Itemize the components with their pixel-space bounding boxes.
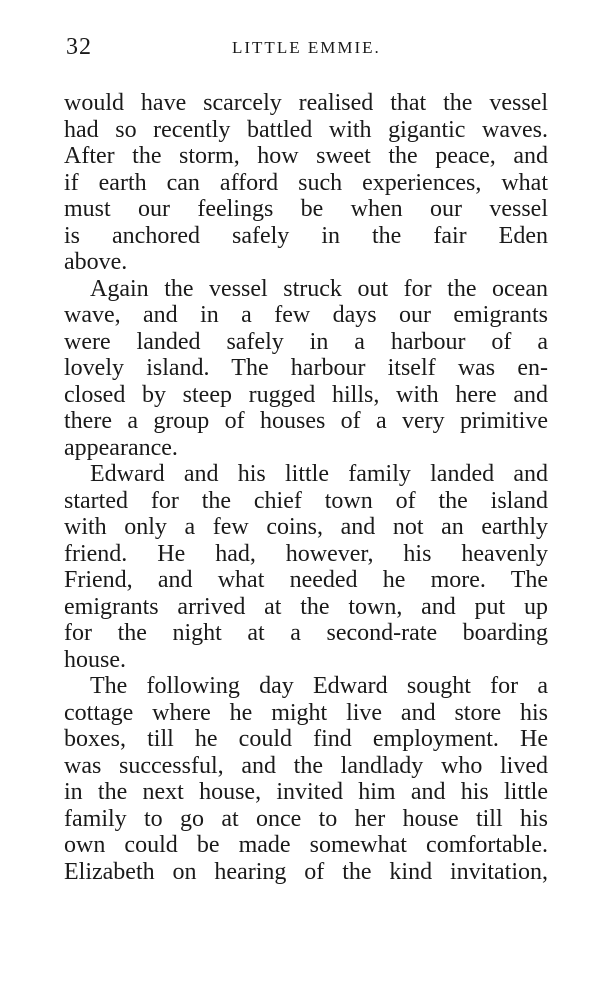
text-line: was successful, and the landlady who lived bbox=[64, 752, 548, 779]
text-line: started for the chief town of the island bbox=[64, 487, 548, 514]
text-line: Elizabeth on hearing of the kind invitation, bbox=[64, 858, 548, 885]
page-number: 32 bbox=[66, 34, 92, 60]
text-line: Friend, and what needed he more. The bbox=[64, 567, 548, 593]
text-line: emigrants arrived at the town, and put up bbox=[64, 593, 548, 620]
text-line: cottage where he might live and store his bbox=[64, 699, 548, 726]
text-line: must our feelings be when our vessel bbox=[64, 196, 548, 222]
paragraph bbox=[64, 90, 548, 276]
text-line: closed by steep rugged hills, with here and bbox=[64, 381, 548, 408]
paragraph bbox=[64, 276, 548, 462]
text-line: The following day Edward sought for a bbox=[90, 673, 548, 699]
text-line: in the next house, invited him and his little bbox=[64, 779, 548, 805]
text-line: own could be made somewhat comfortable. bbox=[64, 832, 548, 858]
text-line: had so recently battled with gigantic waves. bbox=[64, 116, 548, 143]
text-line: Again the vessel struck out for the ocean bbox=[90, 275, 548, 302]
text-line: wave, and in a few days our emigrants bbox=[64, 302, 548, 328]
text-line: After the storm, how sweet the peace, and bbox=[64, 143, 548, 169]
text-line: for the night at a second-rate boarding bbox=[64, 620, 548, 646]
text-line: above. bbox=[64, 249, 128, 275]
text-line: with only a few coins, and not an earthly bbox=[64, 514, 548, 540]
text-line: would have scarcely realised that the vessel bbox=[64, 90, 548, 116]
text-line: is anchored safely in the fair Eden bbox=[64, 222, 548, 249]
text-line: were landed safely in a harbour of a bbox=[64, 328, 548, 355]
paragraph bbox=[64, 461, 548, 673]
paragraph bbox=[64, 673, 548, 885]
text-line: lovely island. The harbour itself was en- bbox=[64, 355, 548, 381]
body-text bbox=[64, 90, 548, 885]
text-line: appearance. bbox=[64, 434, 178, 461]
text-line: friend. He had, however, his heavenly bbox=[64, 540, 548, 567]
text-line: family to go at once to her house till his bbox=[64, 805, 548, 832]
text-line: there a group of houses of a very primitive bbox=[64, 408, 548, 434]
text-line: boxes, till he could find employment. He bbox=[64, 726, 548, 752]
running-head bbox=[66, 34, 546, 64]
running-title: LITTLE EMMIE. bbox=[232, 38, 381, 57]
text-line: house. bbox=[64, 646, 126, 673]
text-line: Edward and his little family landed and bbox=[90, 461, 548, 487]
text-line: if earth can afford such experiences, what bbox=[64, 169, 548, 196]
